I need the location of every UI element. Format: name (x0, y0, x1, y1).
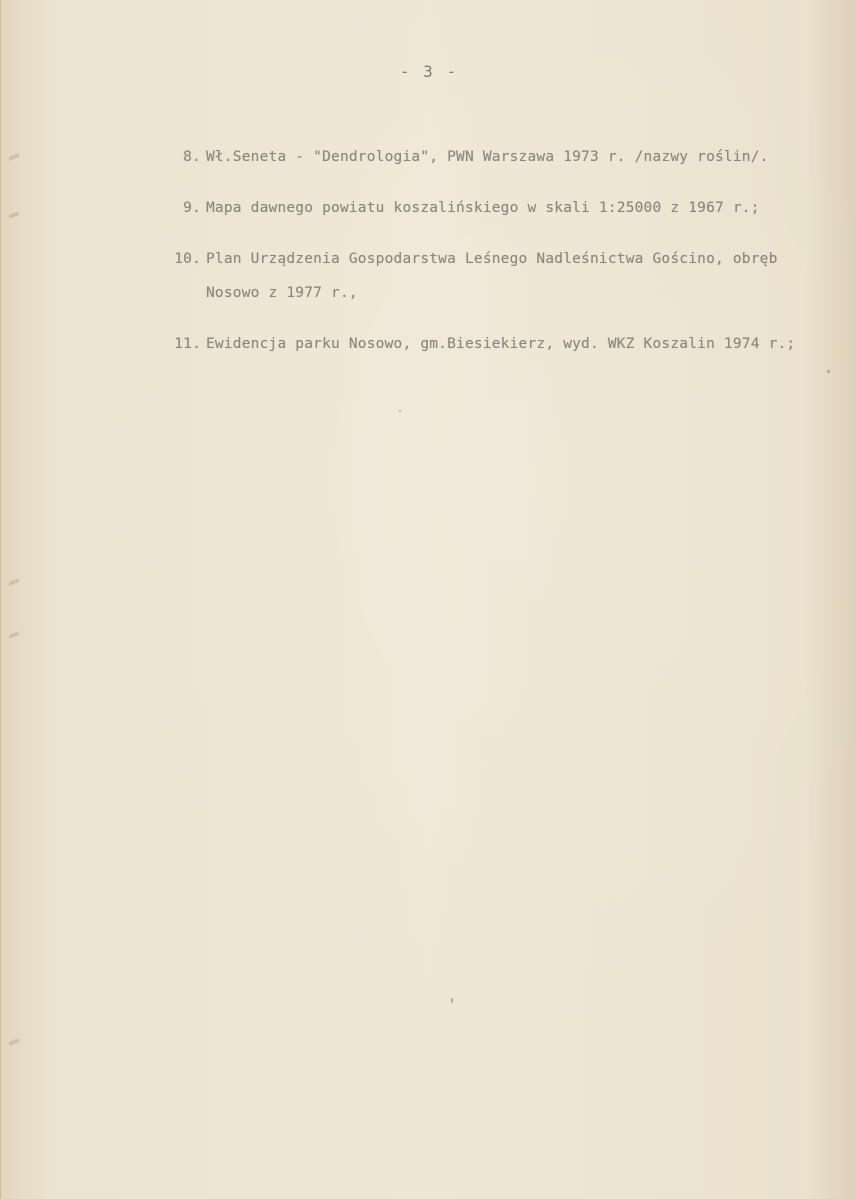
page-number: - 3 - (399, 62, 459, 81)
reference-text: Mapa dawnego powiatu koszalińskiego w skali 1:25000 z 1967 r.; (206, 200, 760, 216)
paper-edge-mark (9, 631, 19, 639)
paper-edge-mark (9, 1038, 19, 1046)
paper-speck (399, 410, 401, 412)
reference-number: 10. (174, 251, 201, 267)
paper-edge-mark (9, 153, 19, 161)
reference-item (161, 191, 811, 225)
paper-edge-mark (9, 578, 19, 586)
reference-number: 9. (183, 200, 201, 216)
reference-number: 11. (174, 336, 201, 352)
reference-text: Ewidencja parku Nosowo, gm.Biesiekierz, wyd. WKZ Koszalin 1974 r.; (206, 336, 796, 352)
reference-item (161, 140, 811, 174)
paper-speck (451, 998, 453, 1003)
reference-item (161, 242, 811, 310)
reference-text: Plan Urządzenia Gospodarstwa Leśnego Nadleśnictwa Gościno, obręb Nosowo z 1977 r., (206, 251, 778, 301)
paper-edge-mark (9, 211, 19, 219)
reference-number: 8. (183, 149, 201, 165)
paper-speck (827, 370, 830, 373)
reference-text: Wł.Seneta - "Dendrologia", PWN Warszawa 1973 r. /nazwy roślin/. (206, 149, 769, 165)
reference-item (161, 327, 811, 361)
reference-list (161, 140, 811, 378)
